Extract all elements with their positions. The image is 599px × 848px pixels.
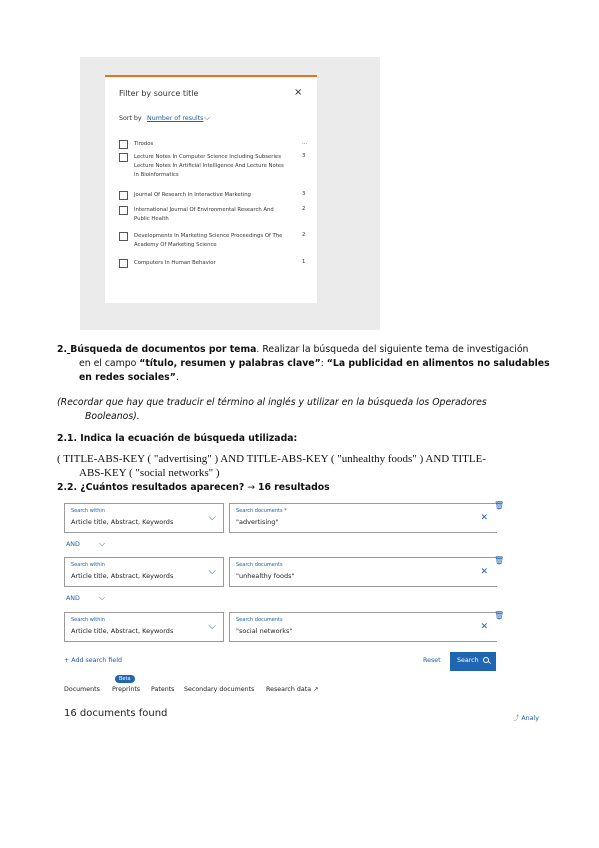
- sort-select[interactable]: Number of results: [147, 115, 204, 122]
- source-label: Lecture Notes In Computer Science Including Subseries Lecture Notes In Artificial Intelligence And Lecture Notes In Bioinformatics: [134, 154, 284, 178]
- source-item[interactable]: [119, 206, 309, 224]
- analyze-label: Analy: [521, 715, 539, 722]
- source-count: 3: [302, 153, 306, 159]
- field-label: Search documents: [236, 562, 283, 568]
- source-count: 3: [302, 191, 306, 197]
- sort-label: Sort by: [119, 115, 142, 122]
- close-icon[interactable]: ×: [294, 87, 303, 98]
- source-label: Computers In Human Behavior: [134, 260, 216, 266]
- checkbox[interactable]: [119, 259, 128, 268]
- section-text: :: [320, 358, 327, 369]
- tab-patents[interactable]: Patents: [151, 686, 175, 693]
- tab-secondary-documents[interactable]: Secondary documents: [184, 686, 255, 693]
- operator-select[interactable]: AND: [66, 541, 80, 548]
- arrow-icon: →: [247, 482, 256, 493]
- checkbox[interactable]: [119, 153, 128, 162]
- search-documents-input[interactable]: [229, 503, 497, 533]
- section-heading: [57, 343, 557, 357]
- field-value: Article title, Abstract, Keywords: [71, 627, 174, 635]
- source-count: ...: [302, 140, 308, 146]
- field-label: Search documents: [236, 617, 283, 623]
- checkbox[interactable]: [119, 206, 128, 215]
- field-value: Article title, Abstract, Keywords: [71, 572, 174, 580]
- result-count: 16 resultados: [257, 482, 330, 493]
- section-text: en el campo: [79, 358, 140, 369]
- section-number: 2.: [57, 344, 68, 355]
- checkbox[interactable]: [119, 232, 128, 241]
- add-search-field-button[interactable]: + Add search field: [64, 657, 122, 664]
- field-value: Article title, Abstract, Keywords: [71, 518, 174, 526]
- search-button-label: Search: [457, 657, 479, 664]
- search-equation-line-1: ( TITLE-ABS-KEY ( "advertising" ) AND TITLE-ABS-KEY ( "unhealthy foods" ) AND TITLE-: [57, 453, 486, 465]
- note-line-1: (Recordar que hay que traducir el término al inglés y utilizar en la búsqueda los Operadores: [57, 397, 487, 408]
- chevron-down-icon[interactable]: ⌵: [204, 113, 211, 122]
- clear-icon[interactable]: ✕: [480, 513, 488, 523]
- field-value: "unhealthy foods": [236, 572, 295, 580]
- section-line-2: [79, 357, 579, 371]
- search-icon-handle: [488, 661, 491, 664]
- note-line-2: Booleanos).: [85, 411, 140, 422]
- section-text: .: [175, 372, 179, 383]
- trash-icon[interactable]: 🗑: [494, 611, 505, 620]
- filter-panel: [105, 75, 317, 303]
- search-within-select[interactable]: [64, 557, 224, 587]
- checkbox[interactable]: [119, 191, 128, 200]
- field-value: "advertising": [236, 518, 279, 526]
- section-heading-title: Búsqueda de documentos por tema: [70, 344, 257, 355]
- checkbox[interactable]: [119, 140, 128, 149]
- results-count: 16 documents found: [64, 708, 168, 719]
- source-count: 2: [302, 206, 306, 212]
- field-name: “título, resumen y palabras clave”: [139, 358, 321, 369]
- source-item[interactable]: [119, 232, 309, 250]
- source-item[interactable]: [119, 191, 309, 200]
- field-label: Search within: [71, 617, 105, 623]
- chevron-down-icon[interactable]: ⌵: [208, 621, 216, 632]
- source-label: Journal Of Research In Interactive Marketing: [134, 192, 251, 198]
- beta-badge: Beta: [115, 675, 135, 683]
- clear-icon[interactable]: ✕: [480, 622, 488, 632]
- source-label: Tirodos: [134, 141, 154, 147]
- source-item[interactable]: [119, 153, 309, 181]
- field-value: "social networks": [236, 627, 293, 635]
- source-item[interactable]: [119, 259, 309, 268]
- trend-icon: ⤴: [513, 715, 520, 722]
- source-item[interactable]: [119, 140, 309, 149]
- operator-select[interactable]: AND: [66, 595, 80, 602]
- clear-icon[interactable]: ✕: [480, 567, 488, 577]
- topic-text: en redes sociales”: [79, 372, 176, 383]
- analyze-button[interactable]: [513, 713, 539, 722]
- chevron-down-icon[interactable]: ⌵: [208, 512, 216, 523]
- search-equation-line-2: ABS-KEY ( "social networks" ): [79, 467, 220, 479]
- search-documents-input[interactable]: [229, 557, 497, 587]
- question-2-2: [57, 481, 330, 495]
- reset-button[interactable]: Reset: [423, 657, 441, 664]
- source-count: 1: [302, 259, 306, 265]
- tab-documents[interactable]: Documents: [64, 686, 100, 693]
- topic-text: “La publicidad en alimentos no saludables: [326, 358, 550, 369]
- section-text: . Realizar la búsqueda del siguiente tema de investigación: [256, 344, 529, 355]
- chevron-down-icon[interactable]: ⌵: [99, 539, 106, 548]
- search-within-select[interactable]: [64, 503, 224, 533]
- filter-title: Filter by source title: [119, 89, 199, 98]
- question-2-1: 2.1. Indica la ecuación de búsqueda utilizada:: [57, 433, 298, 444]
- tab-research-data[interactable]: Research data ↗: [266, 686, 319, 693]
- chevron-down-icon[interactable]: ⌵: [99, 593, 106, 602]
- search-documents-input[interactable]: [229, 612, 497, 642]
- search-within-select[interactable]: [64, 612, 224, 642]
- field-label: Search documents *: [236, 508, 287, 514]
- tab-preprints[interactable]: Preprints: [112, 686, 141, 693]
- section-line-3: [79, 371, 179, 385]
- source-count: 2: [302, 232, 306, 238]
- trash-icon[interactable]: 🗑: [494, 501, 505, 510]
- trash-icon[interactable]: 🗑: [494, 556, 505, 565]
- source-label: International Journal Of Environmental Research And Public Health: [134, 207, 274, 222]
- field-label: Search within: [71, 562, 105, 568]
- chevron-down-icon[interactable]: ⌵: [208, 566, 216, 577]
- question-label: 2.2. ¿Cuántos resultados aparecen?: [57, 482, 245, 493]
- search-button[interactable]: [450, 652, 496, 671]
- field-label: Search within: [71, 508, 105, 514]
- source-label: Developments In Marketing Science Proceedings Of The Academy Of Marketing Science: [134, 233, 283, 248]
